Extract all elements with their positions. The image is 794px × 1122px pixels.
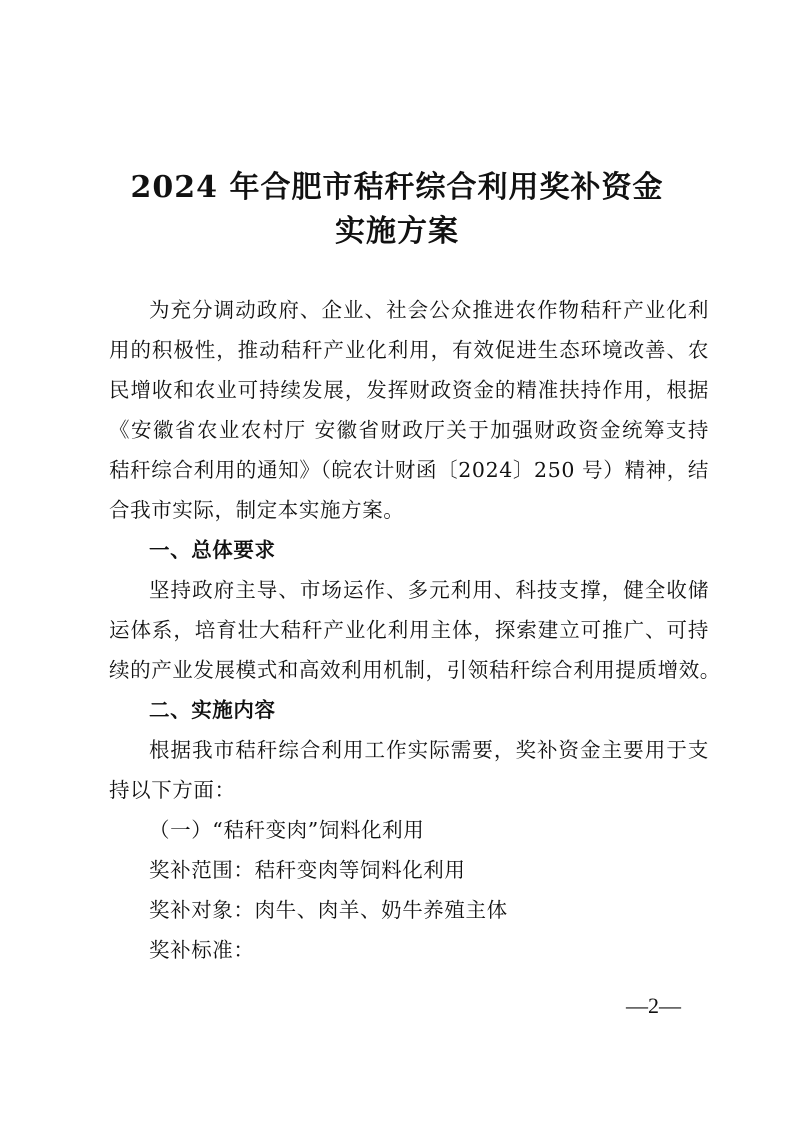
section2-line: 持以下方面： bbox=[109, 778, 236, 802]
section-heading-general-requirements: 一、总体要求 bbox=[149, 538, 276, 562]
intro-line: 秸秆综合利用的通知》（皖农计财函〔2024〕250 号）精神，结 bbox=[109, 458, 709, 482]
section1-line: 续的产业发展模式和高效利用机制，引领秸秆综合利用提质增效。 bbox=[109, 658, 721, 682]
section2-line: 根据我市秸秆综合利用工作实际需要，奖补资金主要用于支 bbox=[149, 738, 709, 762]
intro-line: 用的积极性，推动秸秆产业化利用，有效促进生态环境改善、农 bbox=[109, 338, 709, 362]
subsidy-standard: 奖补标准： bbox=[149, 938, 255, 962]
intro-line: 为充分调动政府、企业、社会公众推进农作物秸秆产业化利 bbox=[149, 298, 709, 322]
page-number: —2— bbox=[626, 993, 681, 1018]
intro-line: 合我市实际，制定本实施方案。 bbox=[109, 498, 405, 522]
section1-line: 坚持政府主导、市场运作、多元利用、科技支撑，健全收储 bbox=[149, 578, 709, 602]
subsection-heading-straw-to-meat: （一）“秸秆变肉”饲料化利用 bbox=[149, 818, 425, 842]
subsidy-scope: 奖补范围：秸秆变肉等饲料化利用 bbox=[149, 858, 466, 882]
document-title-line-2: 实施方案 bbox=[335, 214, 459, 249]
intro-line: 《安徽省农业农村厅 安徽省财政厅关于加强财政资金统筹支持 bbox=[109, 418, 709, 442]
section1-line: 运体系，培育壮大秸秆产业化利用主体，探索建立可推广、可持 bbox=[109, 618, 709, 642]
section-heading-implementation: 二、实施内容 bbox=[149, 698, 276, 722]
intro-line: 民增收和农业可持续发展，发挥财政资金的精准扶持作用，根据 bbox=[109, 378, 709, 402]
document-title-line-1: 2024 年合肥市秸秆综合利用奖补资金 bbox=[130, 170, 664, 205]
subsidy-target: 奖补对象：肉牛、肉羊、奶牛养殖主体 bbox=[149, 898, 508, 922]
